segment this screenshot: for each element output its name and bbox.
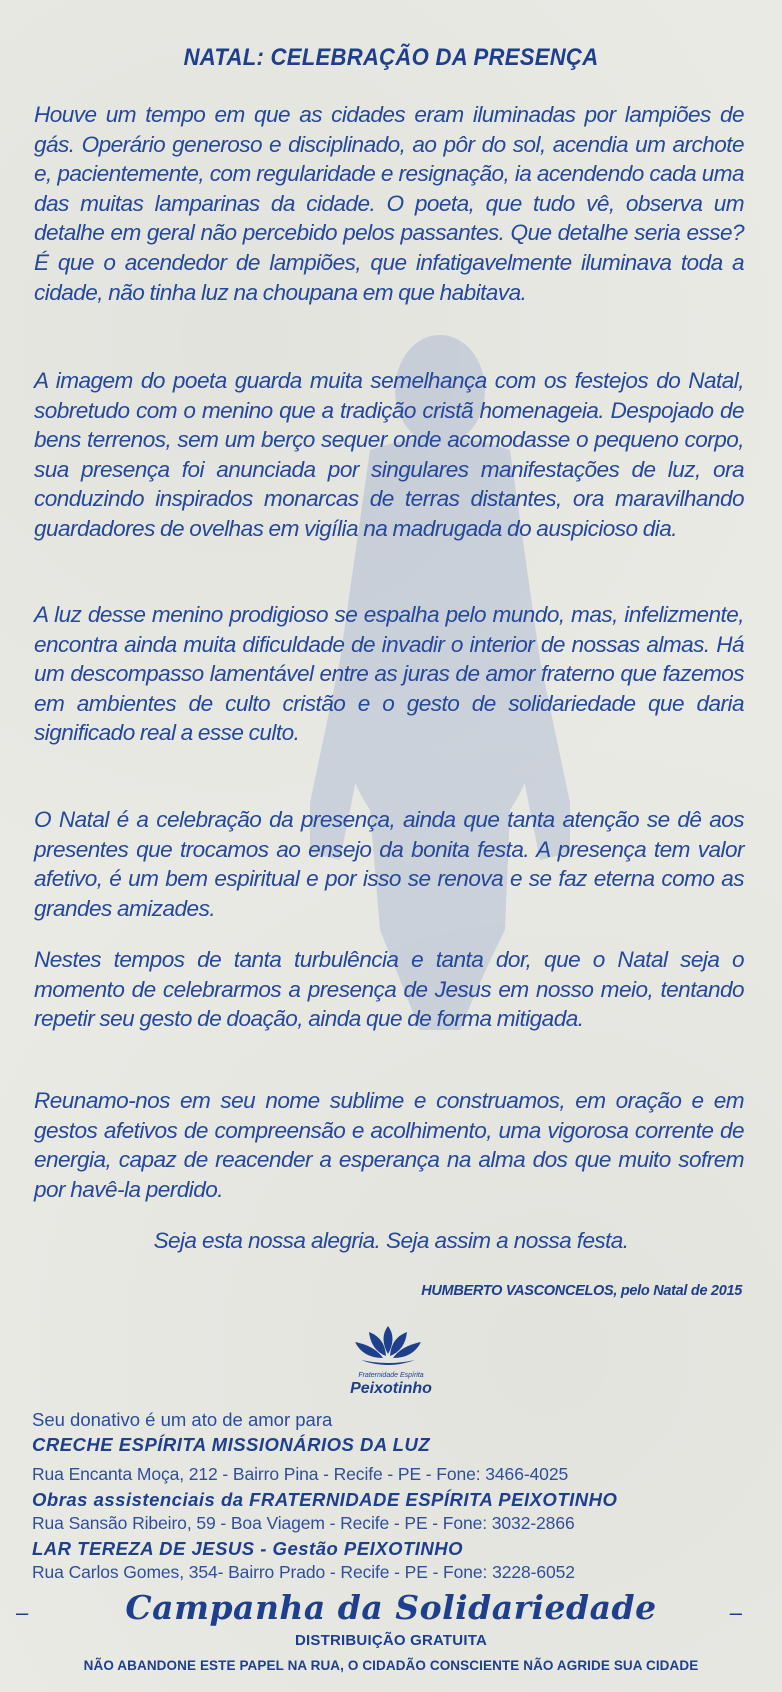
campaign-row <box>0 1588 782 1632</box>
institution-address: Rua Encanta Moça, 212 - Bairro Pina - Recife - PE - Fone: 3466-4025 <box>32 1464 569 1484</box>
closing-line: Seja esta nossa alegria. Seja assim a nossa festa. <box>153 1228 629 1253</box>
paragraph: Reunamo-nos em seu nome sublime e construamos, em oração e em gestos afetivos de compreensão e acolhimento, uma vigorosa corrente de energia, capaz de reacender a esperança na alma dos que muito sofrem por havê-la perdido. <box>34 1088 744 1202</box>
campaign-title: Campanha da Solidariedade <box>125 1588 657 1627</box>
logo-small-text: Fraternidade Espírita <box>358 1372 424 1379</box>
logo-name: Peixotinho <box>350 1380 432 1397</box>
article-title: NATAL: CELEBRAÇÃO DA PRESENÇA <box>183 44 599 71</box>
paragraph: Houve um tempo em que as cidades eram iluminadas por lampiões de gás. Operário generoso e disciplinado, ao pôr do sol, acendia um archote e, pacientemente, com regularidade e resignação, ia acendendo cada uma das muitas lamparinas da cidade. O poeta, que tudo vê, observa um detalhe em geral não percebido pelos passantes. Que detalhe seria esse? É que o acendedor de lampiões, que infatigavelmente iluminava toda a cidade, não tinha luz na choupana em que habitava. <box>34 102 744 305</box>
distribution-label: DISTRIBUIÇÃO GRATUITA <box>295 1632 487 1649</box>
institution-name: Obras assistenciais da FRATERNIDADE ESPÍRITA PEIXOTINHO <box>32 1489 618 1510</box>
paragraph: A luz desse menino prodigioso se espalha pelo mundo, mas, infelizmente, encontra ainda muita dificuldade de invadir o interior de nossas almas. Há um descompasso lamentável entre as juras de amor fraterno que fazemos em ambientes de culto cristão e o gesto de solidariedade que daria significado real a esse culto. <box>34 602 744 746</box>
institution-name: CRECHE ESPÍRITA MISSIONÁRIOS DA LUZ <box>32 1434 431 1455</box>
institution-address: Rua Carlos Gomes, 354- Bairro Prado - Recife - PE - Fone: 3228-6052 <box>32 1562 575 1582</box>
author-signature: HUMBERTO VASCONCELOS, pelo Natal de 2015 <box>421 1283 742 1299</box>
paragraph: O Natal é a celebração da presença, ainda que tanta atenção se dê aos presentes que trocamos ao ensejo da bonita festa. A presença tem valor afetivo, é um bem espiritual e por isso se renova e se faz eterna como as grandes amizades. <box>34 807 744 921</box>
donation-intro: Seu donativo é um ato de amor para <box>32 1409 333 1430</box>
footer-note: NÃO ABANDONE ESTE PAPEL NA RUA, O CIDADÃO CONSCIENTE NÃO AGRIDE SUA CIDADE <box>83 1658 699 1673</box>
institution-name: LAR TEREZA DE JESUS - Gestão PEIXOTINHO <box>32 1538 464 1559</box>
decorative-dash: – <box>16 1600 29 1625</box>
decorative-dash: – <box>729 1600 742 1625</box>
institution-address: Rua Sansão Ribeiro, 59 - Boa Viagem - Recife - PE - Fone: 3032-2866 <box>32 1513 575 1533</box>
paragraph: Nestes tempos de tanta turbulência e tanta dor, que o Natal seja o momento de celebrarmos a presença de Jesus em nosso meio, tentando repetir seu gesto de doação, ainda que de forma mitigada. <box>34 947 744 1032</box>
lotus-flower-logo-icon <box>351 1324 425 1370</box>
paragraph: A imagem do poeta guarda muita semelhança com os festejos do Natal, sobretudo com o menino que a tradição cristã homenageia. Despojado de bens terrenos, sem um berço sequer onde acomodasse o pequeno corpo, sua presença foi anunciada por singulares manifestações de luz, ora conduzindo inspirados monarcas de terras distantes, ora maravilhando guardadores de ovelhas em vigília na madrugada do auspicioso dia. <box>34 368 744 541</box>
